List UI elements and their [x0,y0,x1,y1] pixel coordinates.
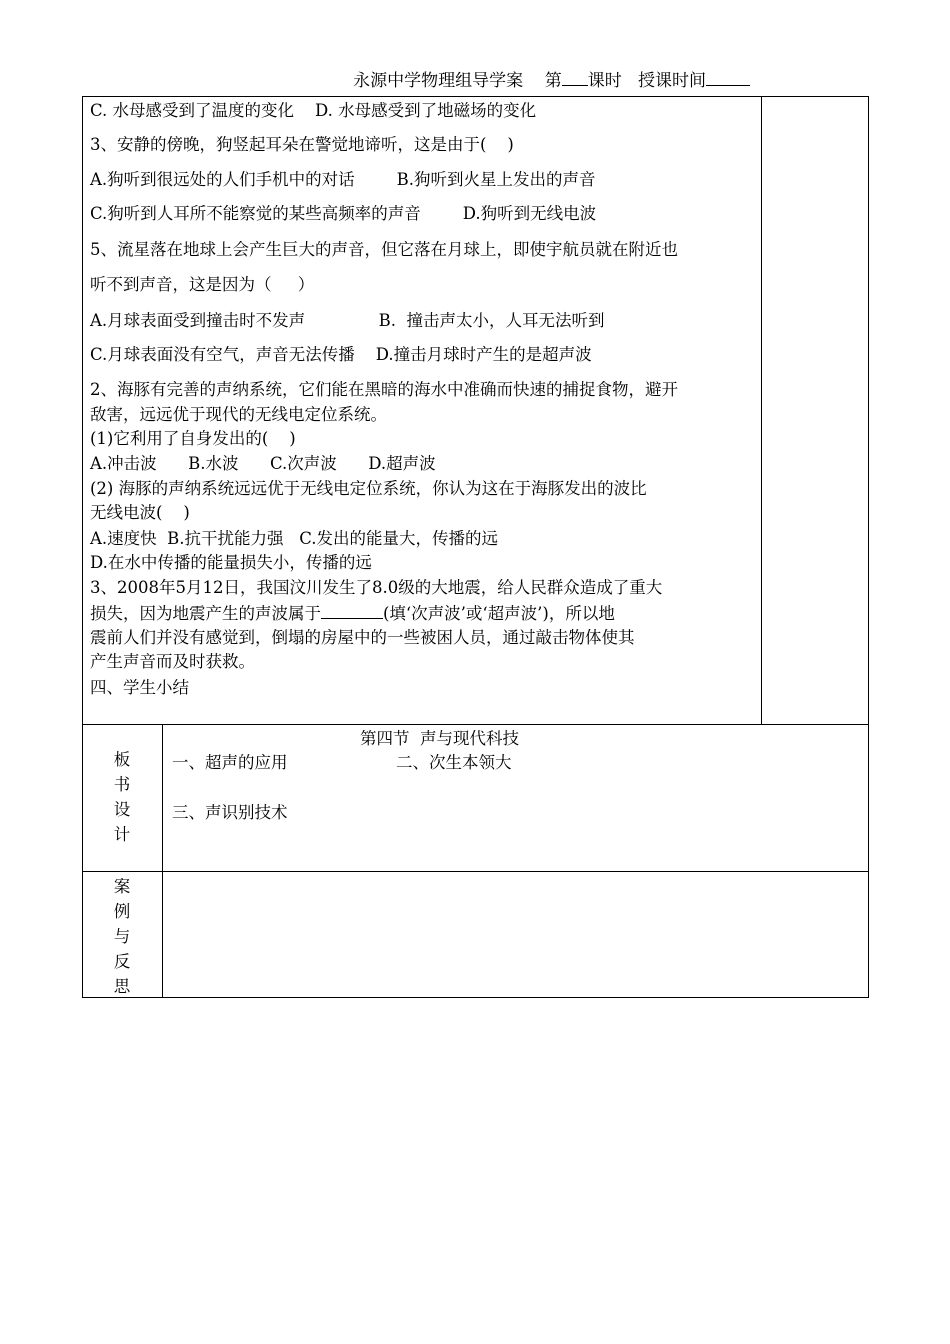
text-line-5: 5、流星落在地球上会产生巨大的声音，但它落在月球上，即使宇航员就在附近也 [90,240,678,259]
text-line-6: 听不到声音，这是因为（ ） [90,275,315,294]
lesson-suffix: 课时 [587,71,622,91]
text-line-4: C.狗听到人耳所不能察觉的某些高频率的声音 D.狗听到无线电波 [90,204,597,223]
reflection-label-char: 与 [113,927,131,946]
board-label-char: 书 [113,775,131,794]
text-line-13: (2) 海豚的声纳系统远远优于无线电定位系统，你认为这在于海豚发出的波比 [90,479,647,498]
right-column-divider [761,96,762,725]
row-divider-reflection [82,871,869,872]
board-title: 第四节 声与现代科技 [360,729,519,748]
reflection-label [82,874,162,999]
reflection-label-char: 案 [113,877,131,896]
text-line-9: 2、海豚有完善的声纳系统，它们能在黑暗的海水中准确而快速的捕捉食物，避开 [90,380,678,399]
board-label-char: 板 [113,750,131,769]
reflection-content-area[interactable] [164,873,867,996]
lesson-prefix: 第 [544,71,562,91]
text-line-2: 3、安静的傍晚，狗竖起耳朵在警觉地谛听，这是由于( ) [90,135,514,154]
board-label-char: 计 [113,825,131,844]
reflection-label-char: 思 [113,977,131,996]
lesson-number-blank[interactable] [562,69,588,86]
text-line-7: A.月球表面受到撞击时不发声 B. 撞击声太小，人耳无法听到 [90,311,605,330]
text-line-10: 敌害，远远优于现代的无线电定位系统。 [90,405,387,424]
text-line-17: 3、2008年5月12日，我国汶川发生了8.0级的大地震，给人民群众造成了重大 [90,578,663,597]
text-line-20: 产生声音而及时获救。 [90,652,255,671]
board-item-1: 一、超声的应用 [172,753,288,772]
row-divider-board [82,724,869,725]
text-line-16: D.在水中传播的能量损失小，传播的远 [90,553,372,572]
label-column-divider [162,724,163,998]
wave-type-blank[interactable] [321,602,383,619]
board-item-2: 二、次生本领大 [396,753,512,772]
text-line-14: 无线电波( ) [90,503,190,522]
text-line-3: A.狗听到很远处的人们手机中的对话 B.狗听到火星上发出的声音 [90,170,596,189]
quake-prefix: 损失，因为地震产生的声波属于 [90,604,321,623]
text-line-11: (1)它利用了自身发出的( ) [90,429,296,448]
text-line-18 [90,602,615,625]
text-line-8: C.月球表面没有空气，声音无法传播 D.撞击月球时产生的是超声波 [90,345,592,364]
text-line-1: C. 水母感受到了温度的变化 D. 水母感受到了地磁场的变化 [90,101,537,120]
reflection-label-char: 反 [113,952,131,971]
school-title: 永源中学物理组导学案 [353,71,524,91]
quake-suffix: (填‘次声波’或‘超声波’)，所以地 [383,604,615,623]
page-header [0,66,750,91]
text-line-15: A.速度快 B.抗干扰能力强 C.发出的能量大，传播的远 [90,529,499,548]
text-line-12: A.冲击波 B.水波 C.次声波 D.超声波 [90,454,436,473]
time-label: 授课时间 [638,71,706,91]
board-label [82,747,162,847]
text-line-19: 震前人们并没有感觉到，倒塌的房屋中的一些被困人员，通过敲击物体使其 [90,628,635,647]
board-label-char: 设 [113,800,131,819]
time-blank[interactable] [706,69,750,86]
text-line-21: 四、学生小结 [90,678,189,697]
board-item-3: 三、声识别技术 [172,803,288,822]
reflection-label-char: 例 [113,902,131,921]
